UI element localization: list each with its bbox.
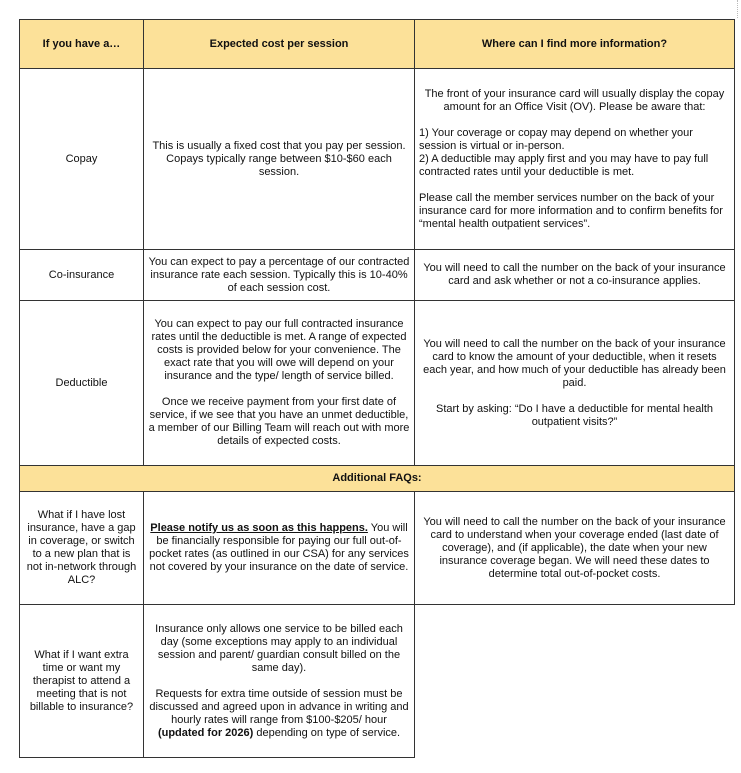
faq-extra-answer-text-b: depending on type of service. [253,726,401,739]
copay-info [415,69,735,250]
table-row-coinsurance [20,250,735,301]
table-row-faq-extra-time [20,605,735,758]
copay-info-intro: The front of your insurance card will usually display the copay amount for an Office Visit (OV). Please be aware that: [424,87,725,113]
faq-extra-answer [144,605,415,758]
faq-title: Additional FAQs: [20,466,735,492]
faq-lost-question: What if I have lost insurance, have a gap in coverage, or switch to a new plan that is not in-network through ALC? [20,492,144,605]
empty-cell [415,605,735,758]
faq-extra-answer-paragraph-1: Insurance only allows one service to be billed each day (some exceptions may apply to an individual session and parent/ guardian consult billed on the same day). [155,622,403,674]
copay-info-point-1: 1) Your coverage or copay may depend on whether your session is virtual or in-person. [419,126,693,152]
header-more-information: Where can I find more information? [415,20,735,69]
header-if-you-have: If you have a… [20,20,144,69]
insurance-cost-table [19,19,735,758]
faq-lost-info: You will need to call the number on the back of your insurance card to understand when your coverage ended (last date of coverage), and (if applicable), the date when your new insurance coverage began. We will need these dates to determine total out-of-pocket costs. [415,492,735,605]
table-row-copay [20,69,735,250]
deductible-cost-paragraph-2: Once we receive payment from your first date of service, if we see that you have an unmet deductible, a member of our Billing Team will reach out with more details of expected costs. [148,396,410,447]
faq-extra-answer-paragraph-2 [148,688,410,740]
page-edge-marker [737,0,741,18]
table-header-row [20,20,735,69]
coinsurance-label: Co-insurance [20,250,144,301]
deductible-cost-paragraph-1: You can expect to pay our full contracted insurance rates until the deductible is met. A range of expected costs is provided below for your convenience. The exact rate that you will owe will depend on your insurance and the type/ length of service billed. [151,318,407,382]
copay-info-call: Please call the member services number on the back of your insurance card for more information and to confirm benefits for “mental health outpatient services”. [419,191,723,230]
faq-lost-answer-emphasis: Please notify us as soon as this happens. [150,522,368,534]
copay-info-point-2: 2) A deductible may apply first and you may have to pay full contracted rates until your deductible is met. [419,152,709,178]
table-row-faq-lost-insurance [20,492,735,605]
faq-lost-answer-text: You will be financially responsible for paying our full out-of-pocket rates (as outlined in our CSA) for any services not covered by your insurance on the date of service. [149,522,409,573]
deductible-info [415,301,735,466]
coinsurance-cost: You can expect to pay a percentage of our contracted insurance rate each session. Typically this is 10-40% of each session cost. [144,250,415,301]
coinsurance-info: You will need to call the number on the back of your insurance card and ask whether or not a co-insurance applies. [415,250,735,301]
deductible-info-paragraph-2: Start by asking: “Do I have a deductible for mental health outpatient visits?” [436,402,713,428]
header-expected-cost: Expected cost per session [144,20,415,69]
table-row-deductible [20,301,735,466]
faq-lost-answer [144,492,415,605]
faq-extra-question: What if I want extra time or want my therapist to attend a meeting that is not billable to insurance? [20,605,144,758]
faq-header-row [20,466,735,492]
faq-extra-answer-updated-note: (updated for 2026) [157,726,254,739]
deductible-cost [144,301,415,466]
deductible-info-paragraph-1: You will need to call the number on the back of your insurance card to know the amount of your deductible, when it resets each year, and how much of your deductible has already been paid. [423,337,726,389]
copay-cost: This is usually a fixed cost that you pay per session. Copays typically range between $10-$60 each session. [144,69,415,250]
copay-label: Copay [20,69,144,250]
deductible-label: Deductible [20,301,144,466]
faq-extra-answer-text-a: Requests for extra time outside of session must be discussed and agreed upon in advance in writing and hourly rates will range from $100-$205/ hour [149,687,409,726]
